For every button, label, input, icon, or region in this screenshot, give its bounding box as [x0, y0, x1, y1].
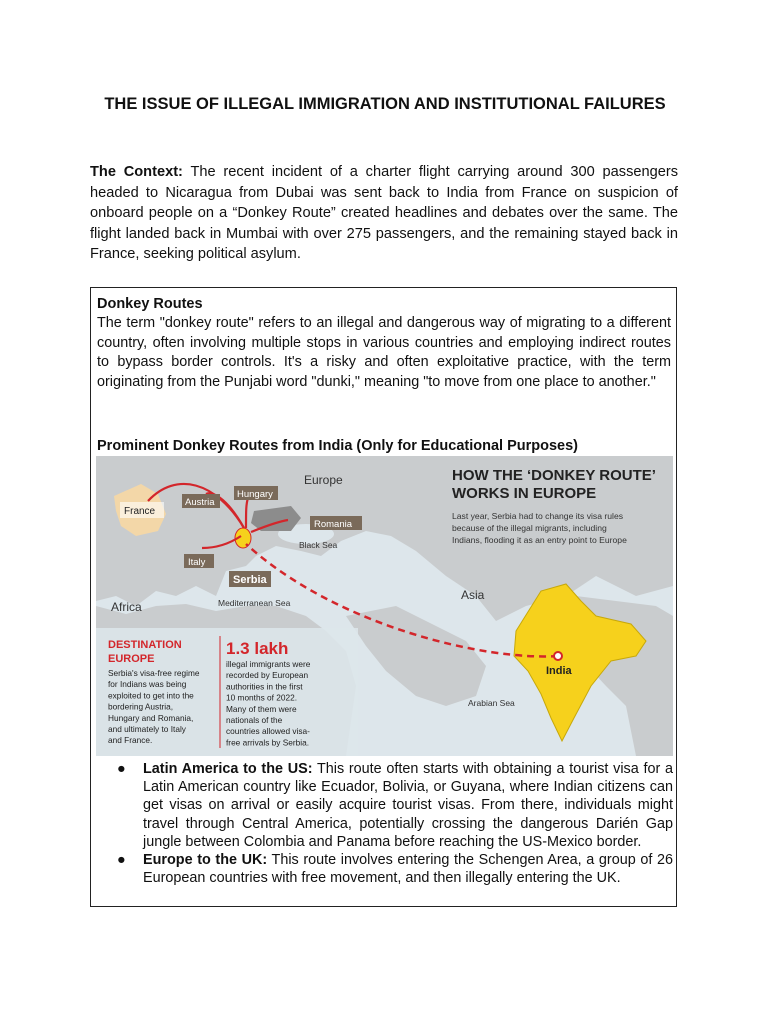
label-austria: Austria — [185, 497, 215, 508]
label-med-sea: Mediterranean Sea — [218, 598, 291, 608]
page-title: THE ISSUE OF ILLEGAL IMMIGRATION AND INSTITUTIONAL FAILURES — [104, 95, 666, 113]
route-bullets — [97, 760, 673, 887]
map-headline-1: HOW THE ‘DONKEY ROUTE’ — [452, 467, 656, 484]
destination-line: Serbia's visa-free regime — [108, 668, 200, 678]
label-serbia: Serbia — [233, 574, 267, 586]
label-romania: Romania — [314, 519, 353, 530]
stat-value: 1.3 lakh — [226, 639, 289, 658]
stat-line: authorities in the first — [226, 681, 303, 692]
bullet-label: Europe to the UK: — [143, 852, 268, 869]
label-black-sea: Black Sea — [299, 540, 338, 550]
stat-line: Many of them were — [226, 703, 297, 714]
destination-line: and France. — [108, 735, 153, 746]
india-origin-dot — [554, 652, 562, 660]
context-paragraph — [90, 162, 678, 265]
stat-line: free arrivals by Serbia. — [226, 737, 310, 748]
map-sub-1: Last year, Serbia had to change its visa rules — [452, 511, 624, 521]
bullet-dot: ● — [117, 852, 126, 869]
label-france: France — [124, 506, 156, 517]
context-text: The recent incident of a charter flight carrying around 300 passengers headed to Nicaragua from Dubai was sent back to India from France on suspicion of onboard people on a “Donkey Route” created headlines and debates over the same. The flight landed back in Mumbai with over 275 passengers, and the remaining stayed back in France, seeking political asylum. — [90, 164, 678, 263]
destination-title-1: DESTINATION — [108, 639, 182, 651]
destination-line: and ultimately to Italy — [108, 724, 186, 734]
stat-line: nationals of the — [226, 715, 283, 725]
context-label: The Context: — [90, 164, 183, 180]
stat-line: illegal immigrants were — [226, 659, 311, 669]
label-hungary: Hungary — [237, 489, 273, 500]
box-heading: Donkey Routes — [97, 296, 203, 312]
label-arabian-sea: Arabian Sea — [468, 698, 515, 708]
stat-line: 10 months of 2022. — [226, 692, 298, 703]
map-svg — [96, 456, 673, 756]
destination-line: bordering Austria, — [108, 701, 174, 712]
label-india: India — [546, 665, 572, 677]
destination-line: for Indians was being — [108, 679, 187, 690]
bullet-text: This route involves entering the Schengen Area, a group of 26 European countries with free movement, and then illegally entering the UK. — [143, 852, 673, 887]
donkey-routes-box — [90, 287, 677, 907]
label-italy: Italy — [188, 557, 206, 568]
bullet-dot: ● — [117, 761, 126, 777]
bullet-europe-uk — [97, 851, 673, 887]
donkey-route-map — [96, 456, 673, 756]
figure-title: Prominent Donkey Routes from India (Only for Educational Purposes) — [97, 438, 578, 454]
map-headline-2: WORKS IN EUROPE — [452, 485, 597, 502]
label-europe: Europe — [304, 473, 343, 487]
stat-line: recorded by European — [226, 670, 309, 681]
bullet-text: This route often starts with obtaining a tourist visa for a Latin American country like Ecuador, Bolivia, or Guyana, where Indian citizens can get visas on arrival or easily acquire tourist visas. From there, individuals might travel through Central America, potentially crossing the dangerous Darién Gap jungle between Colombia and Panama before reaching the US-Mexico border. — [143, 761, 673, 850]
map-sub-2: because of the illegal migrants, including — [452, 523, 607, 533]
label-asia: Asia — [461, 588, 485, 602]
label-africa: Africa — [111, 600, 142, 614]
bullet-latin-america — [97, 760, 673, 851]
destination-title-2: EUROPE — [108, 653, 155, 665]
box-text: The term "donkey route" refers to an illegal and dangerous way of migrating to a different country, often involving multiple stops in various countries and employing indirect routes to bypass border controls. It's a risky and often exploitative practice, with the term originating from the Punjabi word "dunki," meaning "to move from one place to another." — [97, 315, 671, 390]
bullet-label: Latin America to the US: — [143, 761, 313, 777]
destination-line: exploited to get into the — [108, 690, 194, 701]
stat-line: countries allowed visa- — [226, 726, 310, 737]
destination-line: Hungary and Romania, — [108, 712, 194, 723]
map-sub-3: Indians, flooding it as an entry point to Europe — [452, 535, 627, 545]
